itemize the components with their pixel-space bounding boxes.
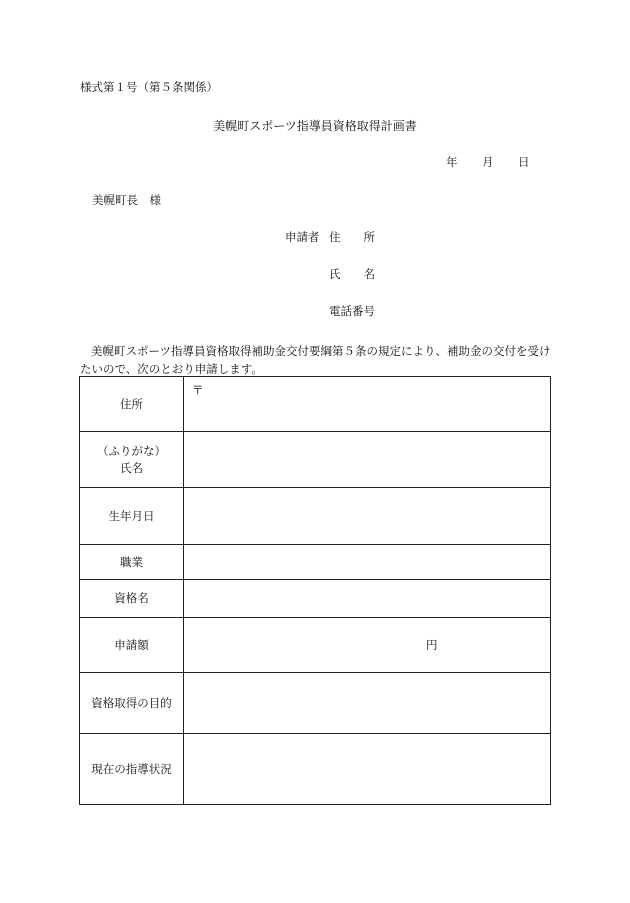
yen-unit: 円	[426, 638, 438, 652]
occupation-label: 職業	[80, 545, 184, 580]
date-year-label: 年	[446, 155, 458, 169]
name-field[interactable]	[184, 432, 551, 488]
purpose-field[interactable]	[184, 673, 551, 734]
postal-mark: 〒	[192, 383, 204, 397]
qualification-field[interactable]	[184, 580, 551, 618]
applicant-address-label-1: 住	[329, 230, 341, 244]
furigana-label: （ふりがな）	[97, 443, 166, 458]
application-form-table	[79, 376, 551, 805]
document-title: 美幌町スポーツ指導員資格取得計画書	[213, 119, 417, 133]
purpose-label: 資格取得の目的	[80, 673, 184, 734]
table-row-purpose	[80, 673, 551, 734]
addressee: 美幌町長 様	[92, 193, 161, 207]
table-row-address	[80, 377, 551, 432]
birthdate-label: 生年月日	[80, 488, 184, 545]
form-number: 様式第１号（第５条関係）	[80, 80, 218, 94]
applicant-address-label	[329, 232, 375, 244]
table-row-qualification	[80, 580, 551, 618]
applicant-phone-label: 電話番号	[329, 304, 375, 318]
coaching-status-label: 現在の指導状況	[80, 734, 184, 805]
coaching-status-field[interactable]	[184, 734, 551, 805]
address-label: 住所	[80, 377, 184, 432]
applicant-address-label-2: 所	[363, 230, 375, 244]
body-text: 美幌町スポーツ指導員資格取得補助金交付要綱第５条の規定により、補助金の交付を受けたいので、次のとおり申請します。	[80, 344, 551, 376]
table-row-name	[80, 432, 551, 488]
birthdate-field[interactable]	[184, 488, 551, 545]
applicant-name-label	[329, 269, 375, 281]
table-row-occupation	[80, 545, 551, 580]
table-row-amount	[80, 618, 551, 673]
applicant-name-label-2: 名	[363, 267, 375, 281]
name-label-cell	[80, 432, 184, 488]
applicant-name-label-1: 氏	[329, 267, 341, 281]
date-line	[446, 157, 530, 169]
amount-label: 申請額	[80, 618, 184, 673]
occupation-field[interactable]	[184, 545, 551, 580]
date-day-label: 日	[518, 155, 530, 169]
applicant-label: 申請者	[285, 230, 320, 244]
date-month-label: 月	[482, 155, 494, 169]
amount-field[interactable]	[184, 618, 551, 673]
table-row-birthdate	[80, 488, 551, 545]
name-label: 氏名	[120, 460, 143, 475]
table-row-coaching-status	[80, 734, 551, 805]
address-field[interactable]	[184, 377, 551, 432]
qualification-label: 資格名	[80, 580, 184, 618]
